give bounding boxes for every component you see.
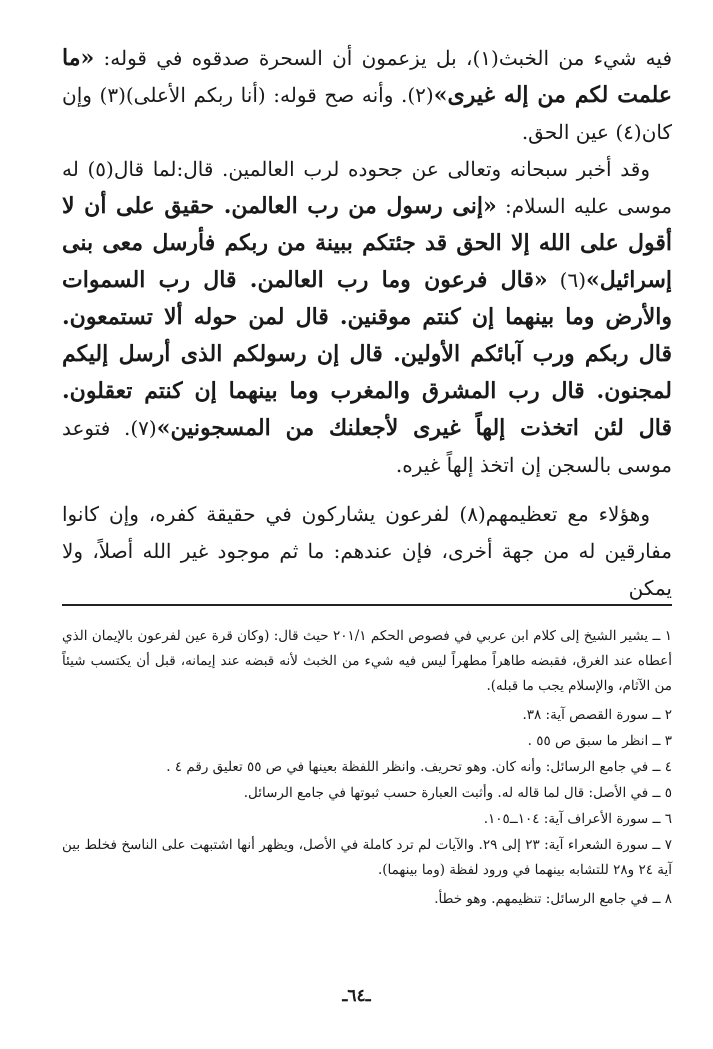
paragraph-2-quote-2: «قال فرعون وما رب العالمن. قال رب السموات والأرض وما بينهما إن كنتم موقنين. قال لمن حوله ألا تستمعون. قال ربكم ورب آبائكم الأولين. قال إن رسولكم الذى أرسل إليكم لمجنون. قال رب المشرق والمغرب وما بينهما إن كنتم تعقلون. قال لئن اتخذت إلهاً غيرى لأجعلنك من المسجونين» <box>62 267 672 441</box>
paragraph-1 <box>62 40 672 151</box>
paragraph-2 <box>62 151 672 484</box>
footnote-2: ٢ ــ سورة القصص آية: ٣٨. <box>522 707 672 723</box>
footnote-1: ١ ــ يشير الشيخ إلى كلام ابن عربي في فصوص الحكم ٢٠١/١ حيث قال: (وكان قرة عين لفرعون بالإيمان الذي أعطاه عند الغرق، فقبضه طاهراً مطهراً ليس فيه شيء من الخبث لأنه قبضه عند إيمانه، قبل أن يكتسب شيئاً من الآثام، والإسلام يجب ما قبله). <box>62 628 672 694</box>
paragraph-3: وهؤلاء مع تعظيمهم(٨) لفرعون يشاركون في حقيقة كفره، وإن كانوا مفارقين له من جهة أخرى، فإن عندهم: ما ثم موجود غير الله أصلاً، ولا يمكن <box>62 502 672 600</box>
footnote-8: ٨ ــ في جامع الرسائل: تنظيمهم. وهو خطأ. <box>434 891 672 907</box>
paragraph-2-text-mid: (٦) <box>547 268 587 292</box>
main-text <box>62 40 672 607</box>
footnote-6: ٦ ــ سورة الأعراف آية: ١٠٤ــ١٠٥. <box>483 811 672 827</box>
footnotes <box>62 624 672 916</box>
footnote-3: ٣ ــ انظر ما سبق ص ٥٥ . <box>527 733 672 749</box>
paragraph-2-text-b: (٧). فتوعد موسى بالسجن إن اتخذ إلهاً غيره. <box>62 416 672 477</box>
paragraph-2-quote-1: «إنى رسول من رب العالمن. حقيق على أن لا أقول على الله إلا الحق قد جئتكم ببينة من ربكم فأرسل معى بنى إسرائيل» <box>62 193 672 293</box>
paragraph-2-text-a: وقد أخبر سبحانه وتعالى عن جحوده لرب العالمين. قال:لما قال(٥) له موسى عليه السلام: <box>62 157 672 218</box>
footnote-7: ٧ ــ سورة الشعراء آية: ٢٣ إلى ٢٩. والآيات لم ترد كاملة في الأصل، ويظهر أنها اشتبهت على الناسخ فخلط بين آية ٢٤ و٢٨ للتشابه بينهما في ورود لفظة (وما بينهما). <box>62 837 672 878</box>
paragraph-1-quote: «ما علمت لكم من إله غيرى» <box>62 45 672 108</box>
footnote-4: ٤ ــ في جامع الرسائل: وأنه كان. وهو تحريف. وانظر اللفظة بعينها في ص ٥٥ تعليق رقم ٤ . <box>166 759 672 775</box>
footnote-5: ٥ ــ في الأصل: قال لما قاله له. وأثبت العبارة حسب ثبوتها في جامع الرسائل. <box>243 785 672 801</box>
paragraph-1-text-a: فيه شيء من الخبث(١)، بل يزعمون أن السحرة صدقوه في قوله: <box>94 46 672 70</box>
page-number: ـ٦٤ـ <box>342 986 371 1006</box>
footnote-divider <box>62 604 672 606</box>
paragraph-1-text-b: (٢). وأنه صح قوله: (أنا ربكم الأعلى)(٣) وإن كان(٤) عين الحق. <box>62 83 672 144</box>
